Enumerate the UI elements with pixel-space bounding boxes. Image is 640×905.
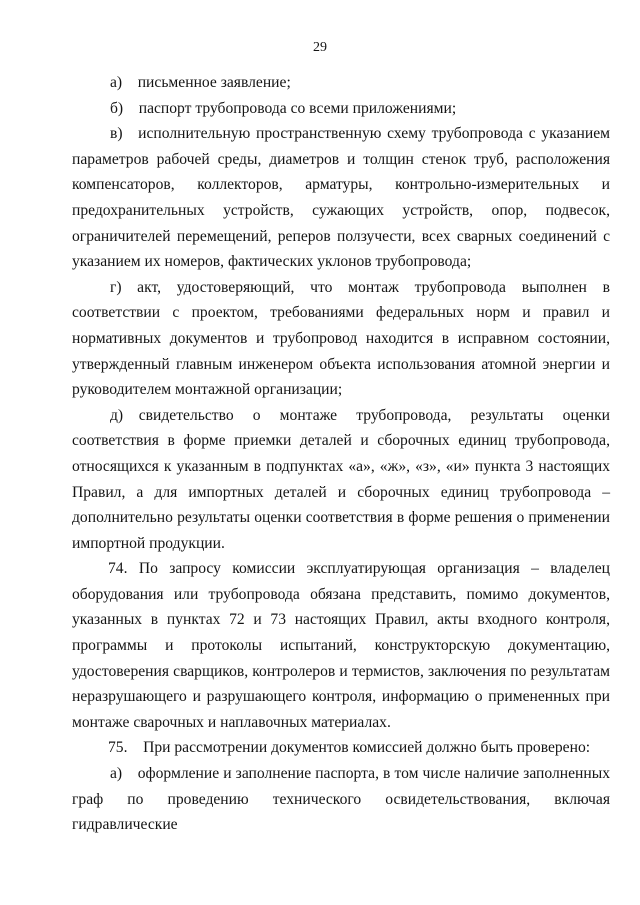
list-item-a: а) письменное заявление; (110, 74, 291, 91)
paragraph-74: 74. По запросу комиссии эксплуатирующая организация – владелец оборудования или трубопровода обязана представить, помимо документов, указанных в пунктах 72 и 73 настоящих Правил, акты входного контроля, программы и протоколы испытаний, конструкторскую документацию, удостоверения сварщиков, контролеров и термистов, заключения по результатам неразрушающего и разрушающего контроля, информацию о примененных при монтаже сварочных и наплавочных материалах. (72, 560, 610, 731)
paragraph-75: 75. При рассмотрении документов комиссией должно быть проверено: (108, 739, 591, 757)
list-item-g: г) акт, удостоверяющий, что монтаж трубопровода выполнен в соответствии с проектом, требованиями федеральных норм и правил и нормативных документов и трубопровод находится в исправном состоянии, утвержденный главным инженером объекта использования атомной энергии и руководителем монтажной организации; (72, 278, 610, 399)
list-item-v: в) исполнительную пространственную схему трубопровода с указанием параметров рабочей среды, диаметров и толщин стенок труб, расположения компенсаторов, коллекторов, арматуры, контрольно-измерительных и предохранительных устройств, сужающих устройств, опор, подвесок, ограничителей перемещений, реперов ползучести, всех сварных соединений с указанием их номеров, фактических уклонов трубопровода; (72, 125, 610, 271)
page-number: 29 (313, 40, 327, 55)
list-item-75-a: а) оформление и заполнение паспорта, в том числе наличие заполненных граф по проведению технического освидетельствования, включая гидравлические (72, 765, 610, 834)
document-body (72, 70, 610, 838)
list-item-b: б) паспорт трубопровода со всеми приложениями; (110, 99, 457, 117)
list-item-d: д) свидетельство о монтаже трубопровода, результаты оценки соответствия в форме приемки деталей и сборочных единиц трубопровода, относящихся к указанным в подпунктах «а», «ж», «з», «и» пункта 3 настоящих Правил, а для импортных деталей и сборочных единиц трубопровода – дополнительно результаты оценки соответствия в форме решения о применении импортной продукции. (72, 406, 610, 552)
